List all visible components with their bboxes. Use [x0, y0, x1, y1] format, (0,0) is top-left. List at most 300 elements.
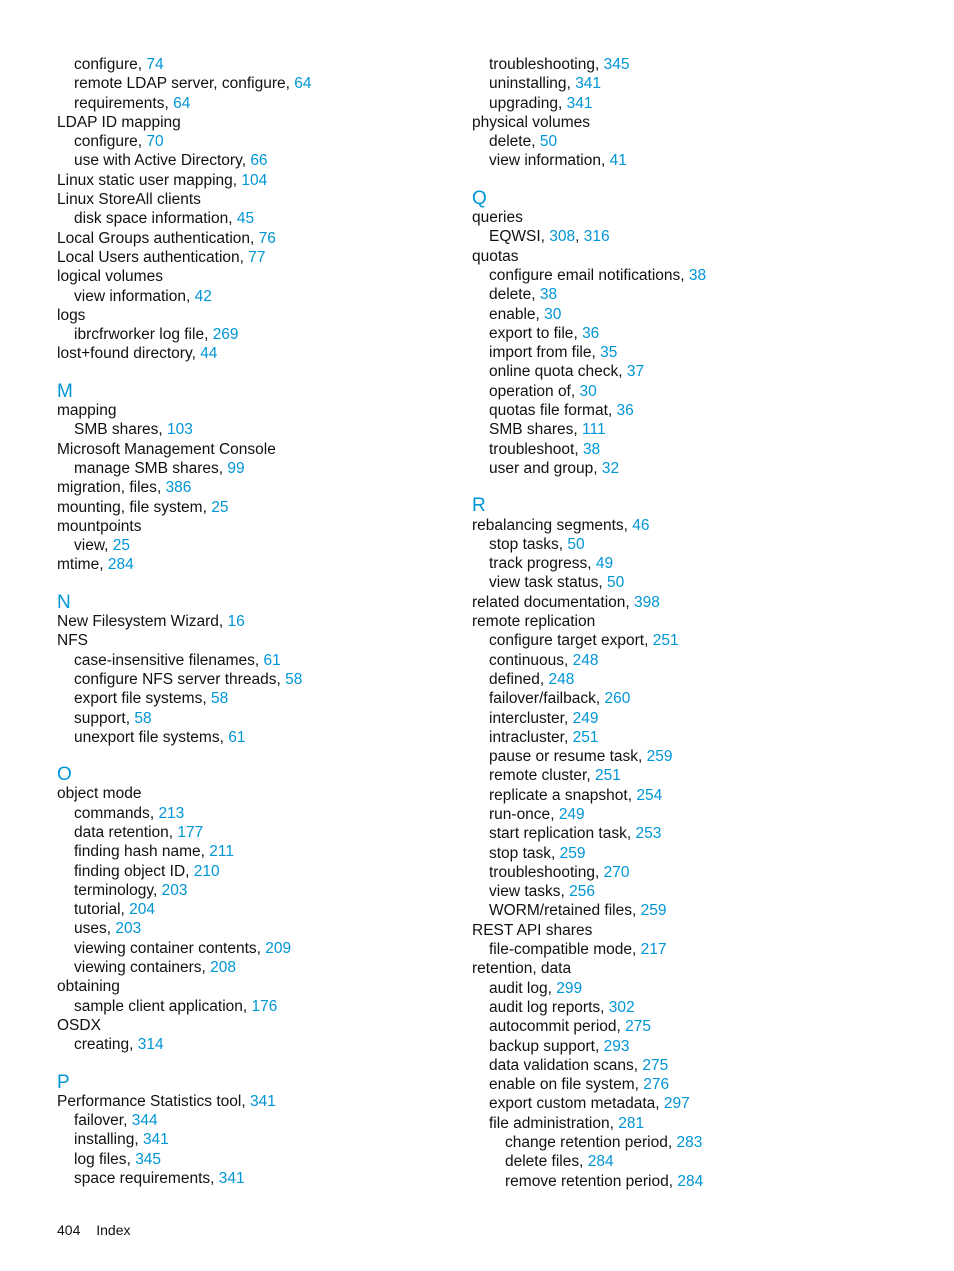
index-term: EQWSI: [489, 228, 541, 246]
index-entry: unexport file systems, 61: [74, 728, 246, 746]
page-reference-link[interactable]: 30: [544, 305, 562, 323]
index-term: Local Groups authentication: [57, 229, 251, 247]
page-reference-link[interactable]: 203: [115, 920, 142, 938]
page-reference-link[interactable]: 398: [634, 593, 660, 611]
page-reference-link[interactable]: 251: [594, 767, 621, 785]
index-term: stop tasks: [489, 535, 559, 553]
index-entry: enable, 30: [489, 305, 562, 323]
index-entry: view tasks, 256: [489, 883, 595, 901]
index-term: Performance Statistics tool: [57, 1092, 242, 1110]
index-entry: export to file, 36: [489, 324, 600, 342]
index-term: data retention: [74, 823, 169, 841]
page-reference-link[interactable]: 269: [212, 326, 239, 344]
index-entry: [57, 517, 457, 536]
index-entry: SMB shares, 103: [74, 421, 193, 439]
index-entry: upgrading, 341: [489, 94, 593, 112]
page-reference-link[interactable]: 260: [604, 690, 631, 708]
index-term: REST API shares: [472, 921, 593, 939]
index-entry: delete, 38: [489, 286, 558, 304]
page-reference-link[interactable]: 211: [209, 843, 235, 861]
index-term: configure: [74, 56, 138, 73]
index-term: view tasks: [489, 883, 561, 901]
index-term: logical volumes: [57, 268, 163, 286]
page-reference-link[interactable]: 341: [566, 94, 593, 112]
index-entry: file administration, 281: [489, 1114, 645, 1132]
index-term: export to file: [489, 324, 574, 342]
index-entry: configure, 70: [74, 133, 164, 151]
index-term: view task status: [489, 574, 599, 592]
index-entry: [57, 440, 457, 459]
index-entry: defined, 248: [489, 670, 575, 688]
index-term: WORM/retained files: [489, 902, 632, 920]
index-term: troubleshooting: [489, 56, 595, 73]
page-reference-link[interactable]: 38: [688, 266, 707, 284]
page-reference-link[interactable]: 345: [135, 1150, 162, 1168]
page-reference-link[interactable]: 341: [575, 75, 602, 93]
page-reference-link[interactable]: 50: [567, 535, 585, 553]
page-reference-link[interactable]: 254: [636, 786, 663, 804]
page-reference-link[interactable]: 64: [294, 75, 312, 93]
page-reference-link[interactable]: 25: [211, 498, 229, 516]
index-term: lost+found directory: [57, 345, 192, 363]
index-entry: configure, 74: [74, 56, 164, 73]
page-reference-link[interactable]: 308: [549, 228, 576, 246]
index-entry: operation of, 30: [489, 382, 597, 400]
index-term: physical volumes: [472, 113, 591, 131]
index-term: New Filesystem Wizard: [57, 613, 219, 631]
index-entry: pause or resume task, 259: [489, 748, 673, 766]
page-reference-link[interactable]: 259: [646, 748, 673, 766]
page-reference-link[interactable]: 111: [582, 421, 606, 439]
page-reference-link[interactable]: 386: [165, 479, 192, 497]
index-term: NFS: [57, 632, 88, 650]
page-reference-link[interactable]: 299: [556, 979, 583, 997]
index-term: Linux StoreAll clients: [57, 191, 201, 209]
index-term: failover: [74, 1112, 124, 1130]
page-reference-link[interactable]: 248: [572, 651, 599, 669]
index-entry: viewing container contents, 209: [74, 939, 292, 957]
index-term: viewing container contents: [74, 939, 257, 957]
page-reference-link[interactable]: 251: [572, 728, 599, 746]
page-reference-link[interactable]: 249: [558, 805, 585, 823]
index-term: remote replication: [472, 613, 596, 631]
page-reference-link[interactable]: 341: [142, 1131, 169, 1149]
index-term: Microsoft Management Console: [57, 440, 276, 458]
index-term: audit log: [489, 979, 548, 997]
page-reference-link[interactable]: 36: [616, 402, 634, 420]
index-letter-heading: P: [57, 1071, 70, 1093]
page-reference-link[interactable]: 66: [250, 152, 268, 170]
index-entry: [57, 190, 457, 209]
index-term: installing: [74, 1131, 135, 1149]
page-reference-link[interactable]: 76: [258, 229, 276, 247]
index-entry: file-compatible mode, 217: [489, 941, 667, 959]
index-term: object mode: [57, 785, 142, 803]
index-term: view: [74, 537, 105, 555]
page-reference-link[interactable]: 58: [210, 690, 229, 708]
page-reference-link[interactable]: 275: [625, 1018, 652, 1036]
index-letter-heading: R: [472, 495, 486, 517]
index-term: audit log reports: [489, 998, 601, 1016]
index-entry: [57, 784, 457, 803]
index-letter-heading: M: [57, 380, 73, 402]
page-reference-link[interactable]: 283: [676, 1134, 703, 1152]
index-entry: Linux static user mapping, 104: [57, 171, 268, 189]
index-entry: disk space information, 45: [74, 210, 255, 228]
index-term: retention, data: [472, 960, 572, 978]
index-term: data validation scans: [489, 1056, 634, 1074]
index-entry: log files, 345: [74, 1150, 162, 1168]
index-term: intracluster: [489, 728, 564, 746]
index-term: terminology: [74, 881, 153, 899]
index-entry: [472, 113, 872, 132]
index-term: stop task: [489, 844, 552, 862]
index-letter-heading: O: [57, 764, 72, 786]
page-reference-link[interactable]: 176: [251, 997, 278, 1015]
page-reference-link[interactable]: 38: [582, 440, 601, 458]
index-term: SMB shares: [74, 421, 159, 439]
page-reference-link[interactable]: 297: [663, 1095, 690, 1113]
index-term: disk space information: [74, 210, 229, 228]
index-entry: SMB shares, 111: [489, 421, 606, 439]
index-entry: migration, files, 386: [57, 479, 192, 497]
index-term: sample client application: [74, 997, 243, 1015]
index-term: ibrcfrworker log file: [74, 326, 205, 344]
index-entry: configure email notifications, 38: [489, 266, 707, 284]
index-term: logs: [57, 306, 86, 324]
page-reference-link[interactable]: 284: [107, 556, 134, 574]
index-term: creating: [74, 1036, 130, 1054]
page-reference-link[interactable]: 213: [158, 804, 185, 822]
index-entry: export custom metadata, 297: [489, 1095, 690, 1113]
index-entry: [472, 208, 872, 227]
page-reference-link[interactable]: 41: [609, 152, 627, 170]
index-entry: support, 58: [74, 709, 152, 727]
index-term: file administration: [489, 1114, 610, 1132]
index-entry: intercluster, 249: [489, 709, 599, 727]
page-reference-link[interactable]: 50: [607, 574, 625, 592]
index-term: configure target export: [489, 632, 645, 650]
index-entry: rebalancing segments, 46: [472, 516, 650, 534]
index-entry: [472, 921, 872, 940]
index-entry: Local Groups authentication, 76: [57, 229, 276, 247]
index-term: requirements: [74, 94, 165, 112]
index-term: mtime: [57, 556, 100, 574]
index-column-right: [472, 55, 872, 1191]
index-entry: commands, 213: [74, 804, 185, 822]
index-entry: stop task, 259: [489, 844, 586, 862]
page-reference-link[interactable]: 58: [285, 670, 303, 688]
index-term: queries: [472, 209, 523, 227]
index-entry: [57, 306, 457, 325]
page-reference-link[interactable]: 50: [539, 133, 558, 151]
page-reference-link[interactable]: 99: [227, 459, 245, 477]
page-reference-link[interactable]: 276: [643, 1076, 670, 1094]
index-term: remove retention period: [505, 1172, 669, 1190]
index-entry: related documentation, 398: [472, 593, 660, 611]
index-entry: space requirements, 341: [74, 1170, 245, 1188]
index-term: viewing containers: [74, 959, 202, 977]
index-entry: Performance Statistics tool, 341: [57, 1092, 276, 1110]
index-entry: audit log reports, 302: [489, 998, 635, 1016]
index-entry: enable on file system, 276: [489, 1076, 670, 1094]
page-reference-link[interactable]: 259: [640, 902, 667, 920]
page-reference-link[interactable]: 30: [579, 382, 597, 400]
page-reference-link[interactable]: 259: [559, 844, 586, 862]
index-entry: [57, 1016, 457, 1035]
index-term: uses: [74, 920, 107, 938]
page-reference-link[interactable]: 316: [583, 228, 610, 246]
index-entry: [472, 959, 872, 978]
index-term: run-once: [489, 805, 551, 823]
page-reference-link[interactable]: 284: [587, 1153, 614, 1171]
index-term: SMB shares: [489, 421, 574, 439]
page-reference-link[interactable]: 341: [249, 1092, 276, 1110]
index-term: log files: [74, 1150, 127, 1168]
index-term: delete files: [505, 1153, 580, 1171]
page-reference-link[interactable]: 42: [194, 287, 212, 305]
index-entry: backup support, 293: [489, 1037, 630, 1055]
page-reference-link[interactable]: 103: [167, 421, 193, 439]
index-entry: delete files, 284: [505, 1153, 614, 1171]
index-entry: remote LDAP server, configure, 64: [74, 75, 312, 93]
page-reference-link[interactable]: 210: [193, 862, 220, 880]
index-entry: mounting, file system, 25: [57, 498, 229, 516]
page-reference-link[interactable]: 208: [210, 959, 237, 977]
index-entry: view, 25: [74, 537, 131, 555]
index-entry: troubleshooting, 345: [489, 56, 630, 73]
page-reference-link[interactable]: 58: [134, 709, 152, 727]
index-entry: lost+found directory, 44: [57, 345, 218, 363]
index-entry: import from file, 35: [489, 344, 618, 362]
index-term: uninstalling: [489, 75, 567, 93]
page-footer: [57, 1222, 143, 1238]
page-reference-link[interactable]: 217: [640, 941, 667, 959]
index-entry: change retention period, 283: [505, 1134, 703, 1152]
index-entry: continuous, 248: [489, 651, 599, 669]
index-term: finding hash name: [74, 843, 201, 861]
index-entry: online quota check, 37: [489, 363, 645, 381]
index-term: mapping: [57, 402, 117, 420]
index-term: user and group: [489, 459, 594, 477]
index-term: failover/failback: [489, 690, 596, 708]
index-term: upgrading: [489, 94, 558, 112]
page-reference-link[interactable]: 49: [595, 555, 614, 573]
index-term: intercluster: [489, 709, 564, 727]
page-reference-link[interactable]: 45: [236, 210, 255, 228]
page-reference-link[interactable]: 70: [146, 133, 164, 151]
index-term: view information: [74, 287, 186, 305]
page-reference-link[interactable]: 249: [572, 709, 599, 727]
index-term: replicate a snapshot: [489, 786, 628, 804]
index-entry: creating, 314: [74, 1036, 164, 1054]
index-term: Linux static user mapping: [57, 171, 233, 189]
index-entry: [57, 631, 457, 650]
index-term: manage SMB shares: [74, 459, 219, 477]
index-term: configure: [74, 133, 138, 151]
index-entry: [57, 977, 457, 996]
index-term: rebalancing segments: [472, 516, 624, 534]
index-term: export custom metadata: [489, 1095, 656, 1113]
index-entry: viewing containers, 208: [74, 959, 237, 977]
index-entry: view task status, 50: [489, 574, 625, 592]
index-term: LDAP ID mapping: [57, 113, 181, 131]
index-entry: finding hash name, 211: [74, 843, 235, 861]
index-entry: use with Active Directory, 66: [74, 152, 268, 170]
index-term: Local Users authentication: [57, 248, 240, 266]
index-term: unexport file systems: [74, 728, 220, 746]
index-term: mounting, file system: [57, 498, 203, 516]
index-entry: manage SMB shares, 99: [74, 459, 245, 477]
index-entry: finding object ID, 210: [74, 862, 220, 880]
index-term: quotas file format: [489, 402, 608, 420]
index-term: troubleshoot: [489, 440, 575, 458]
index-term: enable on file system: [489, 1076, 635, 1094]
page-reference-link[interactable]: 256: [569, 883, 595, 901]
index-entry: view information, 42: [74, 287, 212, 305]
page-reference-link[interactable]: 345: [603, 56, 630, 73]
index-term: configure email notifications: [489, 266, 681, 284]
index-term: mountpoints: [57, 517, 142, 535]
index-term: configure NFS server threads: [74, 670, 277, 688]
index-entry: uninstalling, 341: [489, 75, 602, 93]
index-entry: uses, 203: [74, 920, 142, 938]
page-reference-link[interactable]: 302: [608, 998, 635, 1016]
page-reference-link[interactable]: 61: [263, 651, 281, 669]
index-entry: quotas file format, 36: [489, 402, 634, 420]
index-term: pause or resume task: [489, 748, 639, 766]
index-term: obtaining: [57, 978, 120, 996]
page-reference-link[interactable]: 344: [131, 1112, 158, 1130]
index-entry: data retention, 177: [74, 823, 204, 841]
index-term: backup support: [489, 1037, 595, 1055]
index-term: troubleshooting: [489, 863, 595, 881]
page-number: 404: [57, 1222, 81, 1238]
index-entry: audit log, 299: [489, 979, 583, 997]
page-reference-link[interactable]: 64: [173, 94, 191, 112]
page-reference-link[interactable]: 38: [539, 286, 558, 304]
page-reference-link[interactable]: 275: [642, 1056, 669, 1074]
index-column-left: [57, 55, 457, 1188]
index-entry: [472, 247, 872, 266]
index-letter-heading: Q: [472, 187, 487, 209]
index-entry: [57, 113, 457, 132]
page-reference-link[interactable]: 104: [241, 171, 268, 189]
index-term: autocommit period: [489, 1018, 617, 1036]
page-reference-link[interactable]: 281: [618, 1114, 645, 1132]
index-entry: [472, 612, 872, 631]
page-reference-link[interactable]: 209: [265, 939, 292, 957]
index-entry: requirements, 64: [74, 94, 191, 112]
index-term: remote cluster: [489, 767, 587, 785]
index-term: OSDX: [57, 1016, 101, 1034]
index-entry: terminology, 203: [74, 881, 188, 899]
page-reference-link[interactable]: 253: [635, 825, 662, 843]
page-reference-link[interactable]: 37: [626, 363, 645, 381]
page-reference-link[interactable]: 293: [603, 1037, 630, 1055]
index-term: delete: [489, 133, 532, 151]
page-reference-link[interactable]: 46: [632, 516, 650, 534]
index-term: change retention period: [505, 1134, 668, 1152]
index-term: space requirements: [74, 1170, 211, 1188]
page-reference-link[interactable]: 341: [218, 1170, 245, 1188]
index-entry: export file systems, 58: [74, 690, 229, 708]
index-term: tutorial: [74, 901, 121, 919]
index-entry: Local Users authentication, 77: [57, 248, 266, 266]
page-reference-link[interactable]: 251: [652, 632, 679, 650]
index-entry: EQWSI, 308, 316: [489, 228, 610, 246]
index-entry: New Filesystem Wizard, 16: [57, 613, 245, 631]
page-reference-link[interactable]: 203: [161, 881, 188, 899]
page-reference-link[interactable]: 16: [227, 613, 245, 631]
page-reference-link[interactable]: 61: [228, 728, 246, 746]
index-entry: replicate a snapshot, 254: [489, 786, 663, 804]
page-reference-link[interactable]: 314: [137, 1036, 164, 1054]
index-term: operation of: [489, 382, 571, 400]
page-reference-link[interactable]: 36: [582, 324, 600, 342]
index-term: import from file: [489, 344, 592, 362]
index-letter-heading: N: [57, 591, 71, 613]
index-term: finding object ID: [74, 862, 186, 880]
index-term: start replication task: [489, 825, 627, 843]
page-reference-link[interactable]: 204: [129, 901, 156, 919]
page-reference-link[interactable]: 32: [601, 459, 620, 477]
index-entry: ibrcfrworker log file, 269: [74, 326, 239, 344]
index-term: quotas: [472, 247, 519, 265]
page-reference-link[interactable]: 74: [146, 56, 164, 73]
page-reference-link[interactable]: 25: [112, 537, 131, 555]
index-entry: mtime, 284: [57, 556, 134, 574]
index-term: track progress: [489, 555, 588, 573]
page-reference-link[interactable]: 270: [603, 863, 630, 881]
index-term: delete: [489, 286, 532, 304]
index-entry: configure target export, 251: [489, 632, 679, 650]
index-term: continuous: [489, 651, 564, 669]
index-entry: run-once, 249: [489, 805, 585, 823]
index-entry: configure NFS server threads, 58: [74, 670, 303, 688]
index-term: commands: [74, 804, 150, 822]
index-entry: troubleshooting, 270: [489, 863, 630, 881]
index-entry: remove retention period, 284: [505, 1172, 704, 1190]
page-reference-link[interactable]: 248: [548, 670, 575, 688]
index-entry: sample client application, 176: [74, 997, 278, 1015]
index-term: online quota check: [489, 363, 619, 381]
page-reference-link[interactable]: 35: [600, 344, 618, 362]
index-term: related documentation: [472, 593, 626, 611]
index-term: use with Active Directory: [74, 152, 242, 170]
index-entry: data validation scans, 275: [489, 1056, 669, 1074]
index-entry: failover/failback, 260: [489, 690, 631, 708]
index-entry: autocommit period, 275: [489, 1018, 652, 1036]
index-entry: user and group, 32: [489, 459, 620, 477]
index-term: file-compatible mode: [489, 941, 633, 959]
index-entry: [57, 267, 457, 286]
index-entry: delete, 50: [489, 133, 558, 151]
footer-section: Index: [96, 1222, 131, 1238]
page-reference-link[interactable]: 284: [677, 1172, 704, 1190]
page-reference-link[interactable]: 44: [200, 345, 218, 363]
page-reference-link[interactable]: 177: [177, 823, 204, 841]
index-entry: [57, 401, 457, 420]
index-entry: view information, 41: [489, 152, 627, 170]
index-entry: installing, 341: [74, 1131, 169, 1149]
index-entry: start replication task, 253: [489, 825, 662, 843]
index-entry: failover, 344: [74, 1112, 158, 1130]
page-reference-link[interactable]: 77: [248, 248, 266, 266]
index-entry: intracluster, 251: [489, 728, 599, 746]
index-entry: remote cluster, 251: [489, 767, 621, 785]
index-entry: WORM/retained files, 259: [489, 902, 667, 920]
